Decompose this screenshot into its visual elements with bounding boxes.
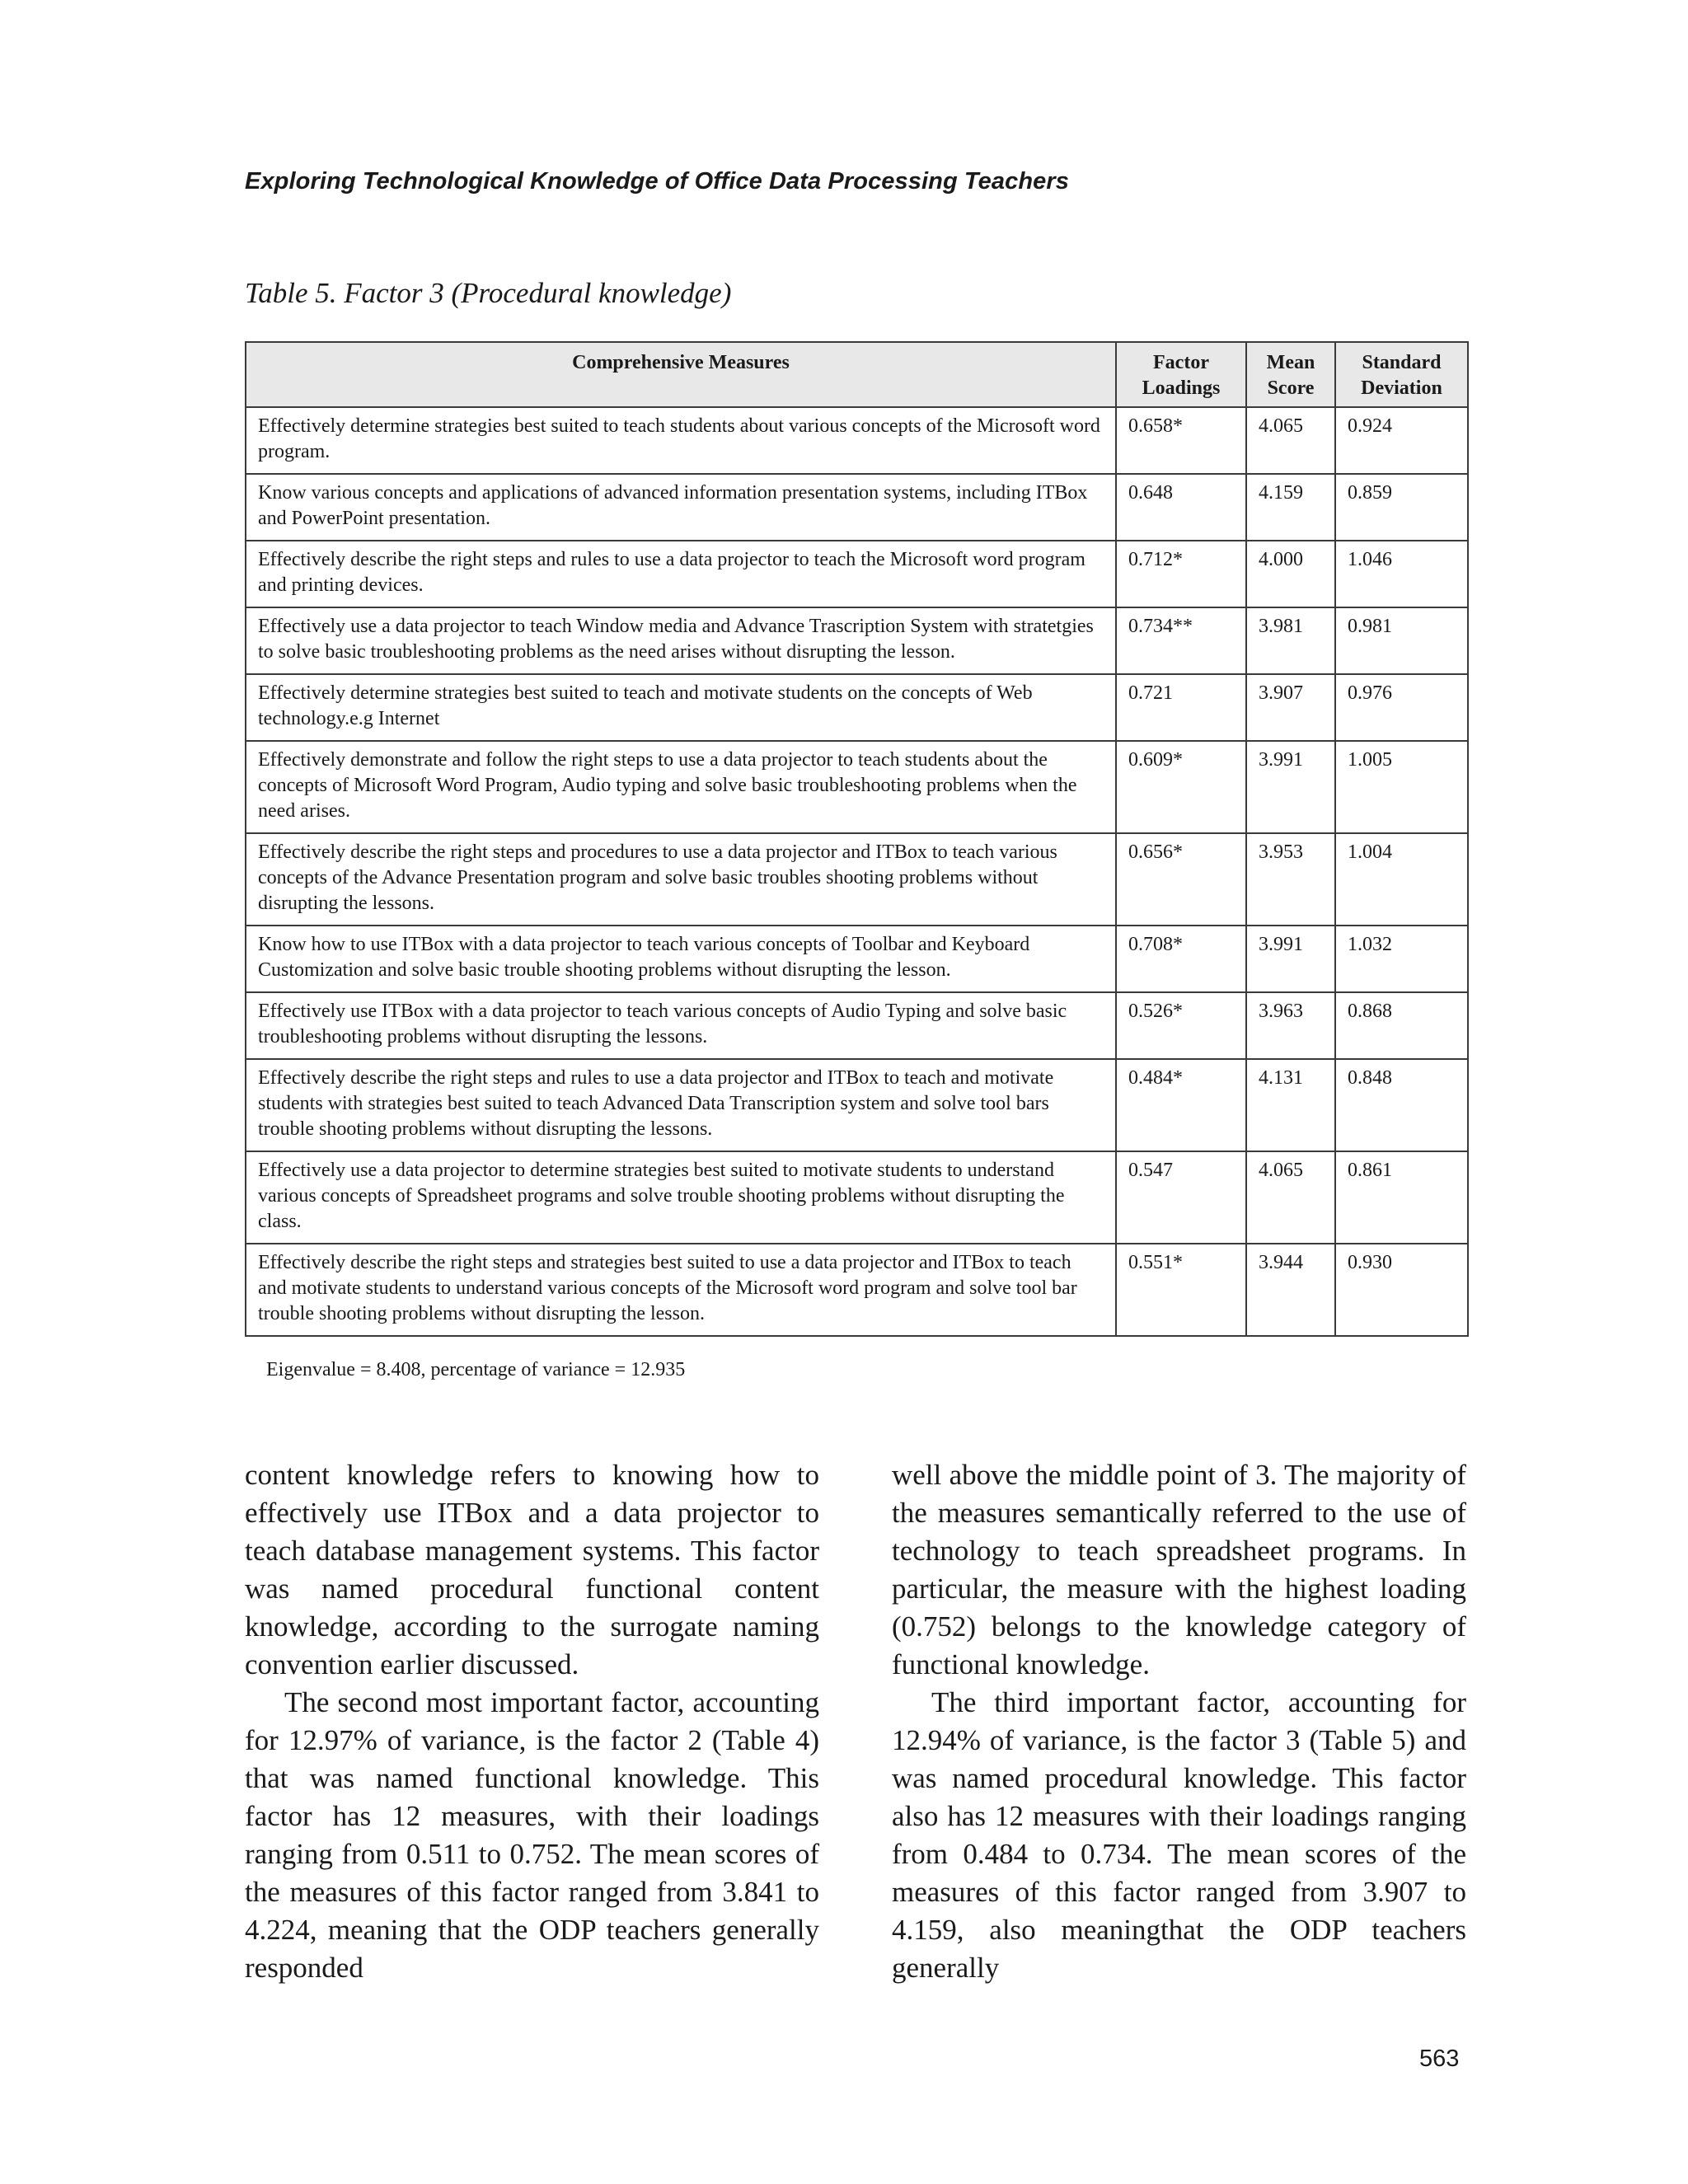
cell-sd: 1.005 bbox=[1335, 741, 1468, 833]
body-paragraph: The third important factor, accounting for 12.94% of variance, is the factor 3 (Table 5) and was named procedural knowledge. This factor also has 12 measures with their loadings ranging from 0.484 to 0.734. The mean scores of the measures of this factor ranged from 3.907 to 4.159, also meaningthat the ODP teachers generally bbox=[892, 1686, 1466, 1984]
cell-measure: Effectively use ITBox with a data projector to teach various concepts of Audio Typing and solve basic troubleshooting problems without disrupting the lessons. bbox=[246, 992, 1116, 1059]
cell-measure: Effectively determine strategies best suited to teach students about various concepts of the Microsoft word program. bbox=[246, 407, 1116, 474]
header-factor-loadings: Factor Loadings bbox=[1116, 342, 1246, 407]
table-caption: Table 5. Factor 3 (Procedural knowledge) bbox=[245, 277, 732, 309]
body-column-right bbox=[892, 1456, 1466, 1987]
cell-loading: 0.526* bbox=[1116, 992, 1246, 1059]
cell-loading: 0.648 bbox=[1116, 474, 1246, 541]
factor-table bbox=[245, 341, 1469, 1337]
running-head: Exploring Technological Knowledge of Office Data Processing Teachers bbox=[245, 168, 1070, 194]
cell-mean: 3.944 bbox=[1246, 1244, 1335, 1336]
cell-loading: 0.547 bbox=[1116, 1151, 1246, 1244]
cell-measure: Effectively demonstrate and follow the right steps to use a data projector to teach students about the concepts of Microsoft Word Program, Audio typing and solve basic troubleshooting problems when the need arises. bbox=[246, 741, 1116, 833]
cell-mean: 4.065 bbox=[1246, 1151, 1335, 1244]
body-paragraph: content knowledge refers to knowing how to effectively use ITBox and a data projector to teach database management systems. This factor was named procedural functional content knowledge, according to the surrogate naming convention earlier discussed. bbox=[245, 1459, 819, 1680]
cell-measure: Effectively determine strategies best suited to teach and motivate students on the concepts of Web technology.e.g Internet bbox=[246, 674, 1116, 741]
cell-loading: 0.721 bbox=[1116, 674, 1246, 741]
table-row bbox=[246, 1244, 1468, 1336]
cell-sd: 0.861 bbox=[1335, 1151, 1468, 1244]
cell-sd: 0.981 bbox=[1335, 607, 1468, 674]
table-row bbox=[246, 1151, 1468, 1244]
table-row bbox=[246, 541, 1468, 607]
cell-measure: Know various concepts and applications of advanced information presentation systems, including ITBox and PowerPoint presentation. bbox=[246, 474, 1116, 541]
body-paragraph: The second most important factor, accounting for 12.97% of variance, is the factor 2 (Table 4) that was named functional knowledge. This factor has 12 measures, with their loadings ranging from 0.511 to 0.752. The mean scores of the measures of this factor ranged from 3.841 to 4.224, meaning that the ODP teachers generally responded bbox=[245, 1686, 819, 1984]
cell-mean: 3.963 bbox=[1246, 992, 1335, 1059]
header-std-dev: Standard Deviation bbox=[1335, 342, 1468, 407]
cell-sd: 0.868 bbox=[1335, 992, 1468, 1059]
table-row bbox=[246, 1059, 1468, 1151]
cell-measure: Effectively describe the right steps and procedures to use a data projector and ITBox to teach various concepts of the Advance Presentation program and solve basic troubles shooting problems without disrupting the lessons. bbox=[246, 833, 1116, 926]
cell-mean: 4.000 bbox=[1246, 541, 1335, 607]
cell-mean: 3.991 bbox=[1246, 926, 1335, 992]
cell-loading: 0.484* bbox=[1116, 1059, 1246, 1151]
cell-sd: 0.859 bbox=[1335, 474, 1468, 541]
table-note: Eigenvalue = 8.408, percentage of variance = 12.935 bbox=[266, 1359, 686, 1380]
cell-loading: 0.551* bbox=[1116, 1244, 1246, 1336]
cell-sd: 1.046 bbox=[1335, 541, 1468, 607]
cell-measure: Effectively describe the right steps and rules to use a data projector to teach the Microsoft word program and printing devices. bbox=[246, 541, 1116, 607]
table-row bbox=[246, 833, 1468, 926]
cell-measure: Effectively use a data projector to determine strategies best suited to motivate students to understand various concepts of Spreadsheet programs and solve trouble shooting problems without disrupting the class. bbox=[246, 1151, 1116, 1244]
body-column-left bbox=[245, 1456, 819, 1987]
cell-loading: 0.712* bbox=[1116, 541, 1246, 607]
table-row bbox=[246, 741, 1468, 833]
cell-sd: 0.848 bbox=[1335, 1059, 1468, 1151]
cell-mean: 4.065 bbox=[1246, 407, 1335, 474]
body-paragraph: well above the middle point of 3. The majority of the measures semantically referred to the use of technology to teach spreadsheet programs. In particular, the measure with the highest loading (0.752) belongs to the knowledge category of functional knowledge. bbox=[892, 1459, 1466, 1680]
table-row bbox=[246, 474, 1468, 541]
table-row bbox=[246, 992, 1468, 1059]
cell-sd: 0.930 bbox=[1335, 1244, 1468, 1336]
cell-mean: 4.131 bbox=[1246, 1059, 1335, 1151]
table-row bbox=[246, 407, 1468, 474]
cell-measure: Effectively describe the right steps and strategies best suited to use a data projector and ITBox to teach and motivate students to understand various concepts of the Microsoft word program and solve tool bar trouble shooting problems without disrupting the lesson. bbox=[246, 1244, 1116, 1336]
cell-mean: 3.981 bbox=[1246, 607, 1335, 674]
cell-loading: 0.734** bbox=[1116, 607, 1246, 674]
cell-mean: 3.991 bbox=[1246, 741, 1335, 833]
cell-sd: 1.032 bbox=[1335, 926, 1468, 992]
cell-loading: 0.656* bbox=[1116, 833, 1246, 926]
table-row bbox=[246, 607, 1468, 674]
cell-measure: Effectively describe the right steps and rules to use a data projector and ITBox to teach and motivate students with strategies best suited to teach Advanced Data Transcription system and solve tool bars trouble shooting problems without disrupting the lessons. bbox=[246, 1059, 1116, 1151]
cell-loading: 0.658* bbox=[1116, 407, 1246, 474]
table-row bbox=[246, 674, 1468, 741]
cell-sd: 1.004 bbox=[1335, 833, 1468, 926]
cell-sd: 0.924 bbox=[1335, 407, 1468, 474]
header-measures: Comprehensive Measures bbox=[246, 342, 1116, 407]
cell-mean: 3.907 bbox=[1246, 674, 1335, 741]
page-number: 563 bbox=[1419, 2046, 1460, 2072]
cell-mean: 3.953 bbox=[1246, 833, 1335, 926]
table-row bbox=[246, 926, 1468, 992]
cell-measure: Know how to use ITBox with a data projector to teach various concepts of Toolbar and Keyboard Customization and solve basic trouble shooting problems without disrupting the lesson. bbox=[246, 926, 1116, 992]
cell-sd: 0.976 bbox=[1335, 674, 1468, 741]
cell-loading: 0.609* bbox=[1116, 741, 1246, 833]
cell-mean: 4.159 bbox=[1246, 474, 1335, 541]
header-mean-score: Mean Score bbox=[1246, 342, 1335, 407]
cell-measure: Effectively use a data projector to teach Window media and Advance Trascription System with stratetgies to solve basic troubleshooting problems as the need arises without disrupting the lesson. bbox=[246, 607, 1116, 674]
table-header-row bbox=[246, 342, 1468, 407]
cell-loading: 0.708* bbox=[1116, 926, 1246, 992]
